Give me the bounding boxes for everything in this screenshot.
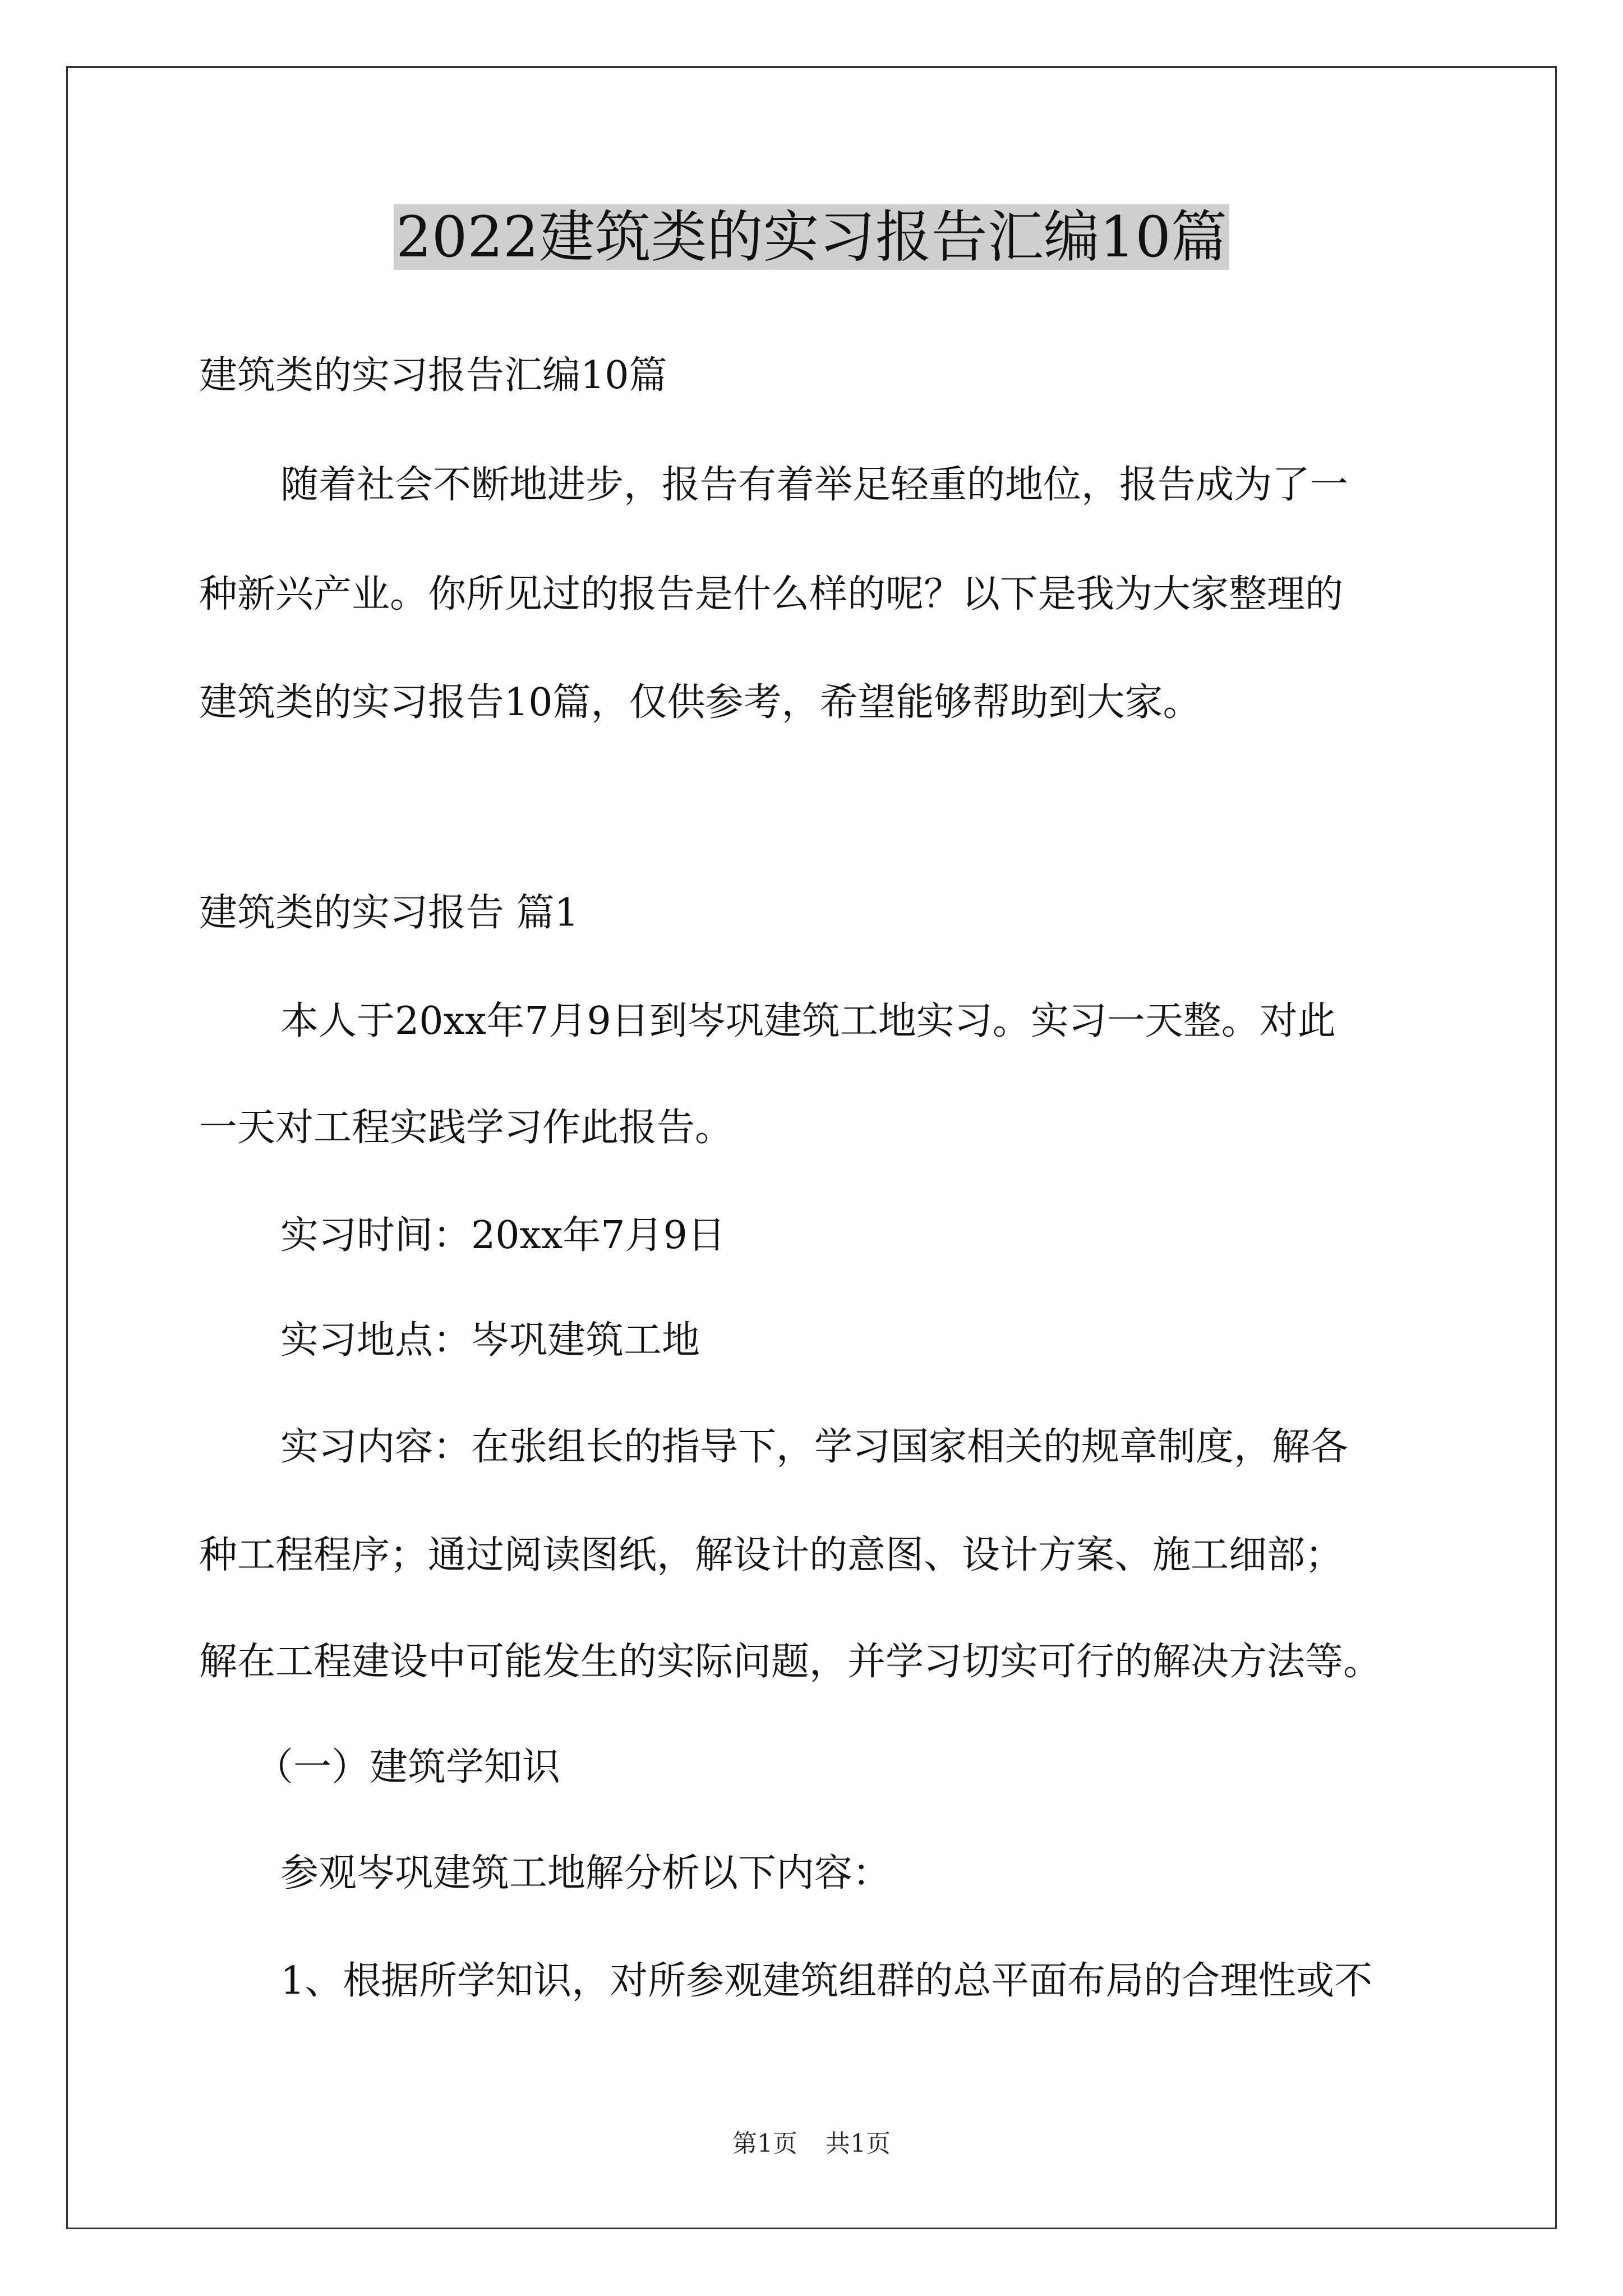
paragraph-line: 解在工程建设中可能发生的实际问题，并学习切实可行的解决方法等。 — [199, 1640, 1382, 1684]
paragraph-line: 1、根据所学知识，对所参观建筑组群的总平面布局的合理性或不 — [280, 1959, 1373, 2003]
section-heading: 建筑类的实习报告 篇1 — [199, 891, 579, 935]
page-total: 共1页 — [826, 2129, 891, 2158]
page-footer — [0, 2127, 1623, 2161]
paragraph-line: 建筑类的实习报告10篇，仅供参考，希望能够帮助到大家。 — [199, 680, 1201, 725]
paragraph-line: 实习内容：在张组长的指导下，学习国家相关的规章制度，解各 — [280, 1425, 1349, 1469]
paragraph-line: 参观岑巩建筑工地解分析以下内容： — [280, 1851, 891, 1895]
document-title — [0, 201, 1623, 274]
paragraph-line: 随着社会不断地进步，报告有着举足轻重的地位，报告成为了一 — [280, 463, 1349, 507]
document-title-text: 2022建筑类的实习报告汇编10篇 — [394, 204, 1229, 270]
paragraph-line: 实习时间：20xx年7月9日 — [280, 1213, 726, 1258]
paragraph-line: 本人于20xx年7月9日到岑巩建筑工地实习。实习一天整。对此 — [280, 999, 1336, 1043]
paragraph-line: 实习地点：岑巩建筑工地 — [280, 1318, 700, 1363]
paragraph-line: 种新兴产业。你所见过的报告是什么样的呢？以下是我为大家整理的 — [199, 572, 1344, 616]
paragraph-line: 一天对工程实践学习作此报告。 — [199, 1106, 734, 1150]
paragraph-line: 种工程程序；通过阅读图纸，解设计的意图、设计方案、施工细部； — [199, 1533, 1344, 1577]
subsection-heading: （一）建筑学知识 — [255, 1745, 561, 1789]
subtitle-line: 建筑类的实习报告汇编10篇 — [199, 353, 667, 398]
page-number: 第1页 — [732, 2129, 797, 2158]
